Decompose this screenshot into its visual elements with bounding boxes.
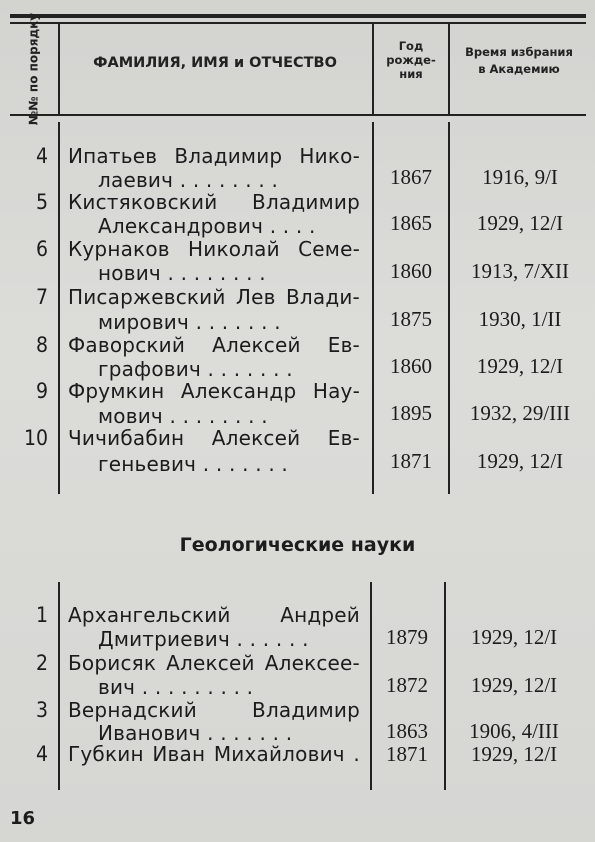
row-number: 8 (35, 333, 48, 357)
row-name-line2: лаевич . . . . . . . . (98, 168, 279, 192)
top-rule-thin (10, 22, 586, 24)
name-word: Ев- (327, 426, 360, 450)
name-word: Борисяк (68, 651, 157, 675)
row-number: 10 (23, 426, 48, 450)
name-word: Алексее- (264, 651, 360, 675)
row-election-date: 1929, 12/I (470, 742, 558, 766)
row-name-line1 (68, 379, 360, 403)
name-word: Александр (180, 379, 297, 403)
name-word: Алексей (166, 651, 255, 675)
row-election-date: 1929, 12/I (470, 625, 558, 649)
row-birth-year: 1860 (390, 259, 432, 283)
name-word: Иван (152, 742, 206, 766)
row-number: 9 (35, 379, 48, 403)
header-bottom-rule (10, 114, 586, 116)
row-number: 1 (35, 603, 48, 627)
row-birth-year: 1863 (386, 719, 428, 743)
row-name-line1 (68, 285, 360, 309)
name-word: Кистяковский (68, 190, 218, 214)
row-election-date: 1929, 12/I (476, 449, 564, 473)
row-name-line1 (68, 144, 360, 168)
table2-sep-2 (370, 582, 372, 790)
name-word: Архангельский (68, 603, 231, 627)
row-election-date: 1913, 7/XII (471, 259, 569, 283)
name-word: Губкин (68, 742, 144, 766)
name-word: Владимир (252, 190, 360, 214)
name-word: Курнаков (68, 237, 170, 261)
name-word: Лев (235, 285, 276, 309)
row-name-line2: мович . . . . . . . . (98, 404, 268, 428)
name-word: Николай (188, 237, 280, 261)
row-election-date: 1916, 9/I (482, 165, 558, 189)
name-word: . (353, 742, 360, 766)
row-number: 4 (35, 144, 48, 168)
row-number: 5 (35, 190, 48, 214)
column-header-elected: Время избрания в Академию (465, 45, 573, 76)
header-sep-2 (372, 24, 374, 114)
row-number: 3 (35, 698, 48, 722)
column-header-number: №№ по порядку (26, 12, 41, 126)
row-number: 4 (35, 742, 48, 766)
row-name-line2: вич . . . . . . . . . (98, 675, 254, 699)
column-header-name: ФАМИЛИЯ, ИМЯ и ОТЧЕСТВО (93, 55, 337, 71)
page-number: 16 (10, 808, 36, 829)
name-word: Семе- (298, 237, 360, 261)
row-birth-year: 1871 (390, 449, 432, 473)
table1-sep-1 (58, 122, 60, 494)
name-word: Владимир (252, 698, 360, 722)
row-name-line2: Иванович . . . . . . . (98, 721, 293, 745)
name-word: Алексей (211, 426, 301, 450)
row-birth-year: 1879 (386, 625, 428, 649)
name-word: Влади- (285, 285, 360, 309)
table1-sep-2 (372, 122, 374, 494)
row-number: 6 (35, 237, 48, 261)
name-word: Алексей (212, 333, 301, 357)
row-name-line2: мирович . . . . . . . (98, 310, 281, 334)
name-word: Андрей (280, 603, 360, 627)
row-birth-year: 1860 (390, 354, 432, 378)
row-name-line1 (68, 698, 360, 722)
row-birth-year: 1895 (390, 401, 432, 425)
row-name-line2: Дмитриевич . . . . . . (98, 627, 309, 651)
row-name-line1 (68, 426, 360, 450)
row-election-date: 1932, 29/III (469, 401, 571, 425)
name-word: Нико- (299, 144, 360, 168)
row-election-date: 1929, 12/I (476, 354, 564, 378)
column-header-year: Год рожде- ния (386, 39, 436, 81)
row-name-line2: геньевич . . . . . . . (98, 452, 288, 476)
header-sep-3 (448, 24, 450, 114)
row-name-line1 (68, 742, 360, 766)
table1-sep-3 (448, 122, 450, 494)
name-word: Фрумкин (68, 379, 165, 403)
row-election-date: 1929, 12/I (476, 211, 564, 235)
row-name-line2: нович . . . . . . . . (98, 261, 266, 285)
row-number: 2 (35, 651, 48, 675)
row-name-line1 (68, 333, 360, 357)
row-name-line1 (68, 237, 360, 261)
row-birth-year: 1872 (386, 673, 428, 697)
name-word: Михайлович (213, 742, 345, 766)
row-name-line2: Александрович . . . . (98, 214, 316, 238)
row-election-date: 1930, 1/II (478, 307, 562, 331)
top-rule-thick (10, 14, 586, 18)
name-word: Фаворский (68, 333, 186, 357)
row-name-line1 (68, 190, 360, 214)
name-word: Владимир (174, 144, 283, 168)
row-name-line1 (68, 651, 360, 675)
row-number: 7 (35, 285, 48, 309)
name-word: Ев- (327, 333, 360, 357)
name-word: Чичибабин (68, 426, 185, 450)
name-word: Вернадский (68, 698, 197, 722)
row-name-line1 (68, 603, 360, 627)
name-word: Ипатьев (68, 144, 158, 168)
row-birth-year: 1875 (390, 307, 432, 331)
row-name-line2: графович . . . . . . . (98, 357, 293, 381)
row-birth-year: 1871 (386, 742, 428, 766)
section-heading: Геологические науки (179, 534, 416, 556)
row-birth-year: 1867 (390, 165, 432, 189)
table2-sep-1 (58, 582, 60, 790)
name-word: Нау- (312, 379, 360, 403)
row-birth-year: 1865 (390, 211, 432, 235)
row-election-date: 1906, 4/III (469, 719, 559, 743)
row-election-date: 1929, 12/I (470, 673, 558, 697)
name-word: Писаржевский (68, 285, 226, 309)
